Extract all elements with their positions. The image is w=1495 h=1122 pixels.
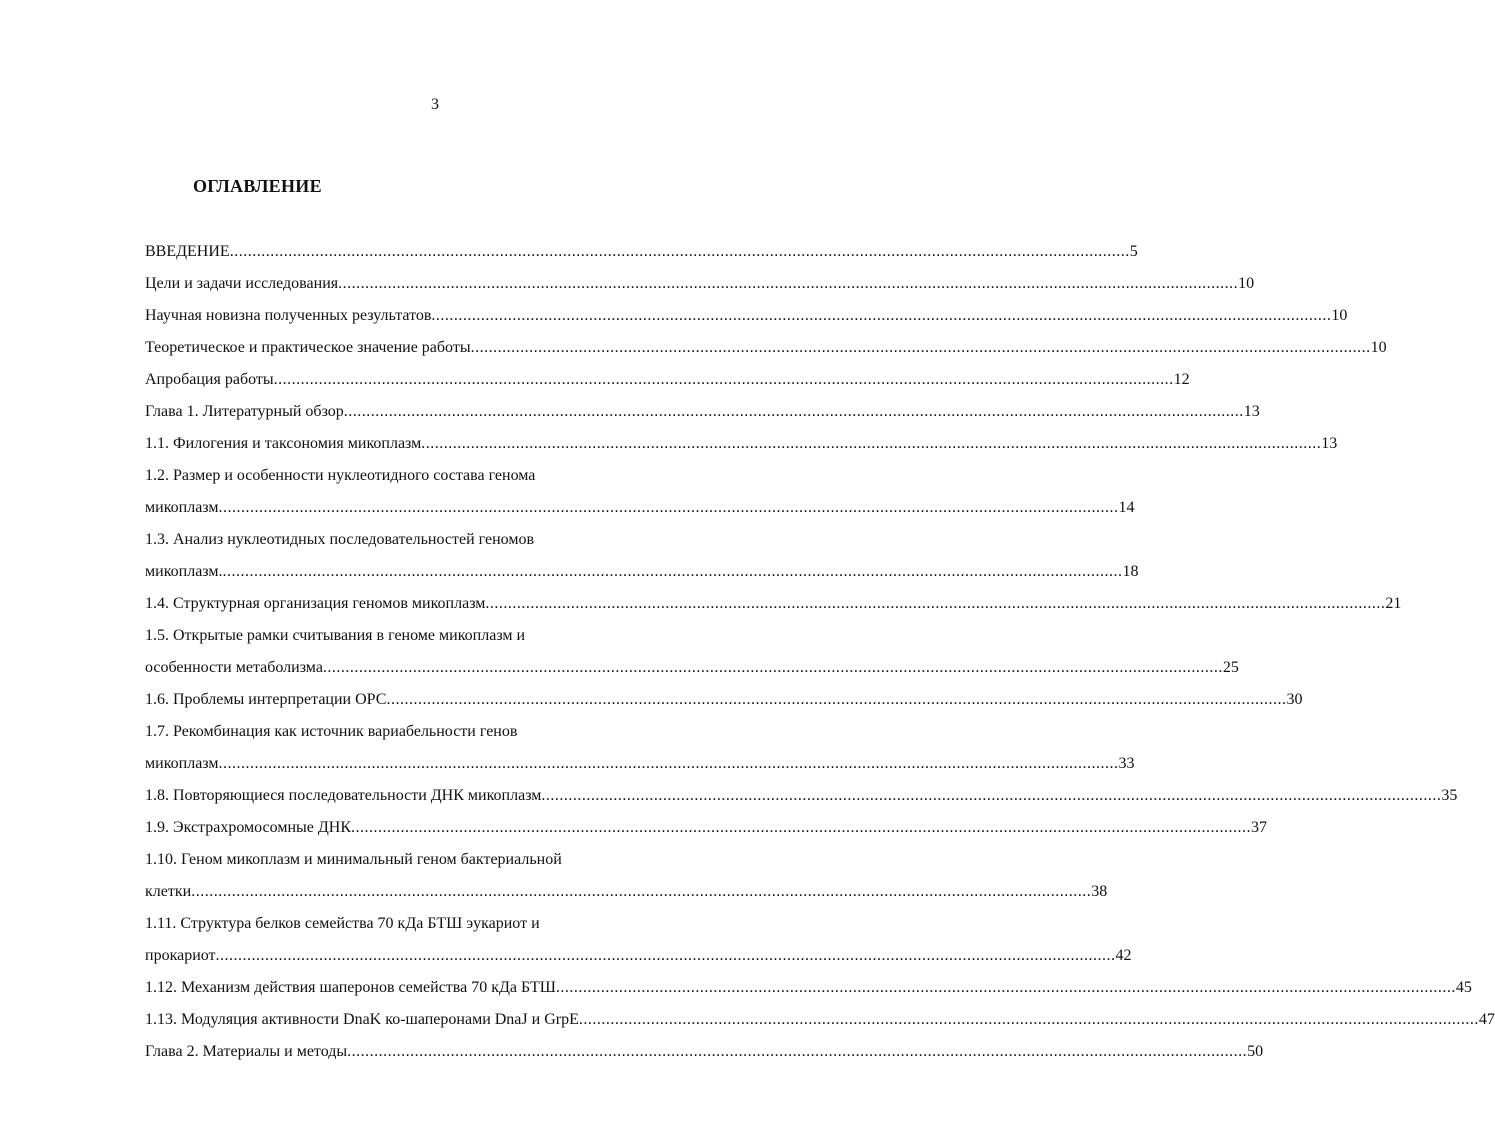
dot-leader: ........................................................................................................................................................................................................ [347,1043,1248,1060]
toc-entry [145,940,1132,972]
toc-entry-text: 1.1. Филогения и таксономия микоплазм [145,435,422,452]
toc-entry [145,972,1472,1004]
table-of-contents [145,236,1495,1068]
toc-entry [145,332,1387,364]
toc-entry-text: микоплазм [145,499,219,516]
toc-entry [145,492,1135,524]
toc-entry-text: Цели и задачи исследования [145,275,339,292]
dot-leader: ........................................................................................................................................................................................................ [322,659,1223,676]
toc-entry [145,556,1139,588]
toc-entry-page: 21 [1385,595,1402,612]
toc-entry-text: 1.6. Проблемы интерпретации ОРС [145,691,387,708]
toc-entry [145,812,1268,844]
toc-entry-text: особенности метаболизма [145,659,323,676]
toc-entry-text: Апробация работы [145,371,274,388]
dot-leader: ........................................................................................................................................................................................................ [485,595,1386,612]
dot-leader: ........................................................................................................................................................................................................ [215,947,1116,964]
toc-entry-page: 14 [1118,499,1135,516]
dot-leader: ........................................................................................................................................................................................................ [351,819,1252,836]
toc-entry-text: Глава 1. Литературный обзор [145,403,344,420]
dot-leader: ........................................................................................................................................................................................................ [431,307,1332,324]
page-number: 3 [431,96,439,113]
toc-entry-text: 1.11. Структура белков семейства 70 кДа БТШ эукариот и [145,915,540,932]
dot-leader: ........................................................................................................................................................................................................ [338,275,1239,292]
toc-entry-text: 1.12. Механизм действия шаперонов семейства 70 кДа БТШ [145,979,556,996]
toc-entry-page: 37 [1251,819,1268,836]
toc-entry-text: микоплазм [145,755,219,772]
toc-entry-text: 1.9. Экстрахромосомные ДНК [145,819,352,836]
toc-entry-page: 13 [1243,403,1260,420]
toc-entry [145,268,1255,300]
toc-entry [145,1004,1495,1036]
toc-entry-page: 18 [1122,563,1139,580]
dot-leader: ........................................................................................................................................................................................................ [578,1011,1479,1028]
toc-entry-text: 1.3. Анализ нуклеотидных последовательностей геномов [145,531,535,548]
toc-entry [145,428,1338,460]
toc-heading: ОГЛАВЛЕНИЕ [193,176,322,196]
dot-leader: ........................................................................................................................................................................................................ [218,755,1119,772]
toc-entry [145,300,1348,332]
dot-leader: ........................................................................................................................................................................................................ [229,243,1130,260]
toc-entry-page: 50 [1247,1043,1264,1060]
toc-entry [145,652,1239,684]
toc-entry-text: 1.10. Геном микоплазм и минимальный геном бактериальной [145,851,562,868]
toc-entry-page: 33 [1118,755,1135,772]
dot-leader: ........................................................................................................................................................................................................ [222,563,1123,580]
toc-entry-text: прокариот [145,947,216,964]
toc-entry [145,716,725,748]
dot-leader: ........................................................................................................................................................................................................ [421,435,1322,452]
toc-entry-page: 35 [1441,787,1458,804]
toc-entry-page: 38 [1091,883,1108,900]
toc-entry-page: 13 [1321,435,1338,452]
toc-entry-text: ВВЕДЕНИЕ [145,243,230,260]
dot-leader: ........................................................................................................................................................................................................ [191,883,1092,900]
toc-entry-page: 25 [1222,659,1239,676]
toc-entry [145,908,725,940]
toc-entry-text: 1.8. Повторяющиеся последовательности ДНК микоплазм [145,787,542,804]
toc-entry-page: 12 [1173,371,1190,388]
toc-entry [145,684,1303,716]
toc-entry [145,876,1108,908]
toc-entry-text: 1.4. Структурная организация геномов микоплазм [145,595,486,612]
dot-leader: ........................................................................................................................................................................................................ [470,339,1371,356]
toc-entry [145,460,725,492]
toc-entry [145,236,1138,268]
dot-leader: ........................................................................................................................................................................................................ [386,691,1287,708]
toc-entry-text: 1.2. Размер и особенности нуклеотидного состава генома [145,467,536,484]
toc-entry-page: 10 [1370,339,1387,356]
toc-entry-page: 30 [1286,691,1303,708]
toc-entry [145,844,725,876]
dot-leader: ........................................................................................................................................................................................................ [343,403,1244,420]
dot-leader: ........................................................................................................................................................................................................ [541,787,1442,804]
toc-entry-page: 10 [1331,307,1348,324]
toc-entry [145,780,1458,812]
toc-entry [145,620,725,652]
toc-entry-page: 42 [1115,947,1132,964]
toc-entry-text: Глава 2. Материалы и методы [145,1043,348,1060]
toc-entry-text: микоплазм. [145,563,223,580]
toc-entry-page: 10 [1238,275,1255,292]
toc-entry [145,588,1402,620]
toc-entry [145,748,1135,780]
dot-leader: ........................................................................................................................................................................................................ [218,499,1119,516]
dot-leader: ........................................................................................................................................................................................................ [273,371,1174,388]
toc-entry-text: клетки [145,883,192,900]
toc-entry-page: 47 [1478,1011,1495,1028]
toc-entry-text: Теоретическое и практическое значение работы [145,339,471,356]
toc-entry [145,1036,1264,1068]
toc-entry-page: 45 [1455,979,1472,996]
toc-entry-text: Научная новизна полученных результатов [145,307,432,324]
toc-entry [145,524,725,556]
toc-entry-text: 1.5. Открытые рамки считывания в геноме микоплазм и [145,627,526,644]
toc-entry-text: 1.13. Модуляция активности DnaK ко-шаперонами DnaJ и GrpE [145,1011,579,1028]
toc-entry [145,364,1190,396]
dot-leader: ........................................................................................................................................................................................................ [555,979,1456,996]
toc-entry [145,396,1260,428]
toc-entry-page: 5 [1129,243,1138,260]
toc-entry-text: 1.7. Рекомбинация как источник вариабельности генов [145,723,518,740]
